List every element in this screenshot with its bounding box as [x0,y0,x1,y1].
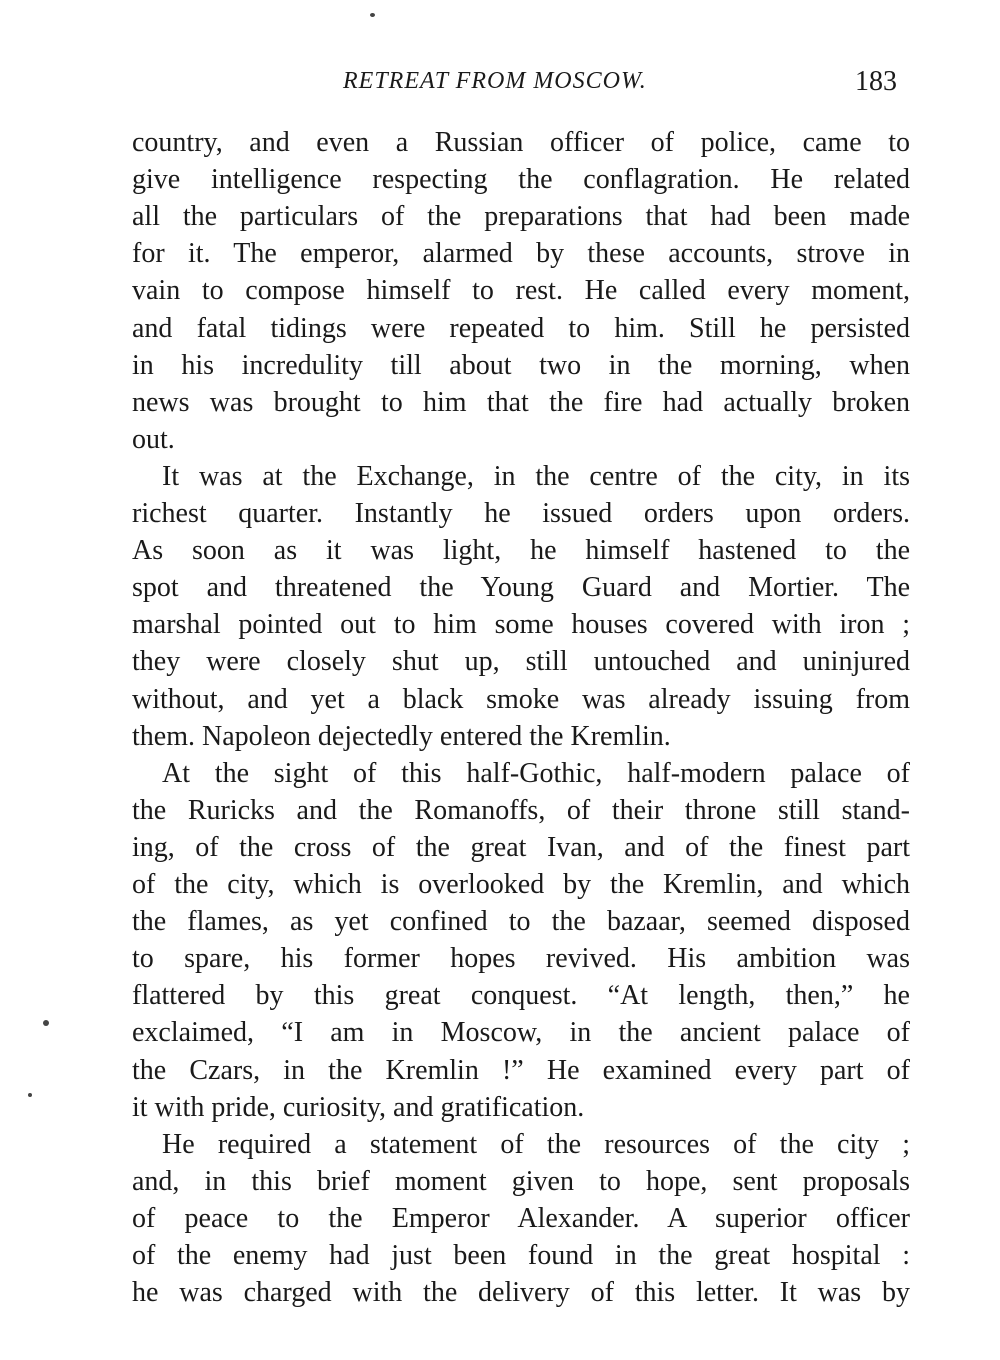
text-line: exclaimed, “I am in Moscow, in the ancient palace of [132,1017,910,1049]
text-line: the Czars, in the Kremlin !” He examined every part of [132,1054,910,1086]
running-head-title: RETREAT FROM MOSCOW. [343,68,647,94]
text-line: the flames, as yet confined to the bazaar, seemed disposed [132,906,910,938]
text-line: It was at the Exchange, in the centre of the city, in its [162,460,910,492]
text-line: and, in this brief moment given to hope, sent proposals [132,1165,910,1197]
text-line: them. Napoleon dejectedly entered the Kremlin. [132,720,671,752]
text-line: they were closely shut up, still untouched and uninjured [132,646,910,678]
text-line: He required a statement of the resources of the city ; [162,1128,910,1160]
text-line: ing, of the cross of the great Ivan, and of the finest part [132,831,910,863]
text-line: and fatal tidings were repeated to him. Still he persisted [132,312,910,344]
scan-speck [28,1093,32,1097]
scan-speck [370,13,375,17]
text-line: give intelligence respecting the conflagration. He related [132,164,910,196]
text-line: of the city, which is overlooked by the Kremlin, and which [132,869,910,900]
text-line: flattered by this great conquest. “At length, then,” he [132,980,910,1012]
text-line: he was charged with the delivery of this letter. It was by [132,1277,910,1309]
text-line: for it. The emperor, alarmed by these accounts, strove in [132,238,910,270]
text-line: country, and even a Russian officer of police, came to [132,127,910,158]
text-line: news was brought to him that the fire had actually broken [132,386,910,418]
text-line: to spare, his former hopes revived. His ambition was [132,943,910,975]
text-line: of the enemy had just been found in the great hospital : [132,1240,910,1271]
page-number: 183 [855,66,897,97]
text-line: spot and threatened the Young Guard and Mortier. The [132,572,910,604]
text-line: As soon as it was light, he himself hastened to the [132,535,910,567]
text-line: in his incredulity till about two in the morning, when [132,349,910,381]
text-line: of peace to the Emperor Alexander. A superior officer [132,1202,910,1234]
text-line: marshal pointed out to him some houses covered with iron ; [132,609,910,641]
text-line: richest quarter. Instantly he issued orders upon orders. [132,498,910,529]
text-line: all the particulars of the preparations that had been made [132,201,910,233]
text-line: vain to compose himself to rest. He called every moment, [132,275,910,307]
running-head [0,68,1000,108]
text-line: out. [132,423,175,455]
text-line: it with pride, curiosity, and gratification. [132,1091,585,1123]
text-line: the Ruricks and the Romanoffs, of their throne still stand- [132,794,910,826]
scan-speck [43,1020,49,1026]
text-line: At the sight of this half-Gothic, half-modern palace of [162,757,910,789]
text-line: without, and yet a black smoke was already issuing from [132,683,910,715]
